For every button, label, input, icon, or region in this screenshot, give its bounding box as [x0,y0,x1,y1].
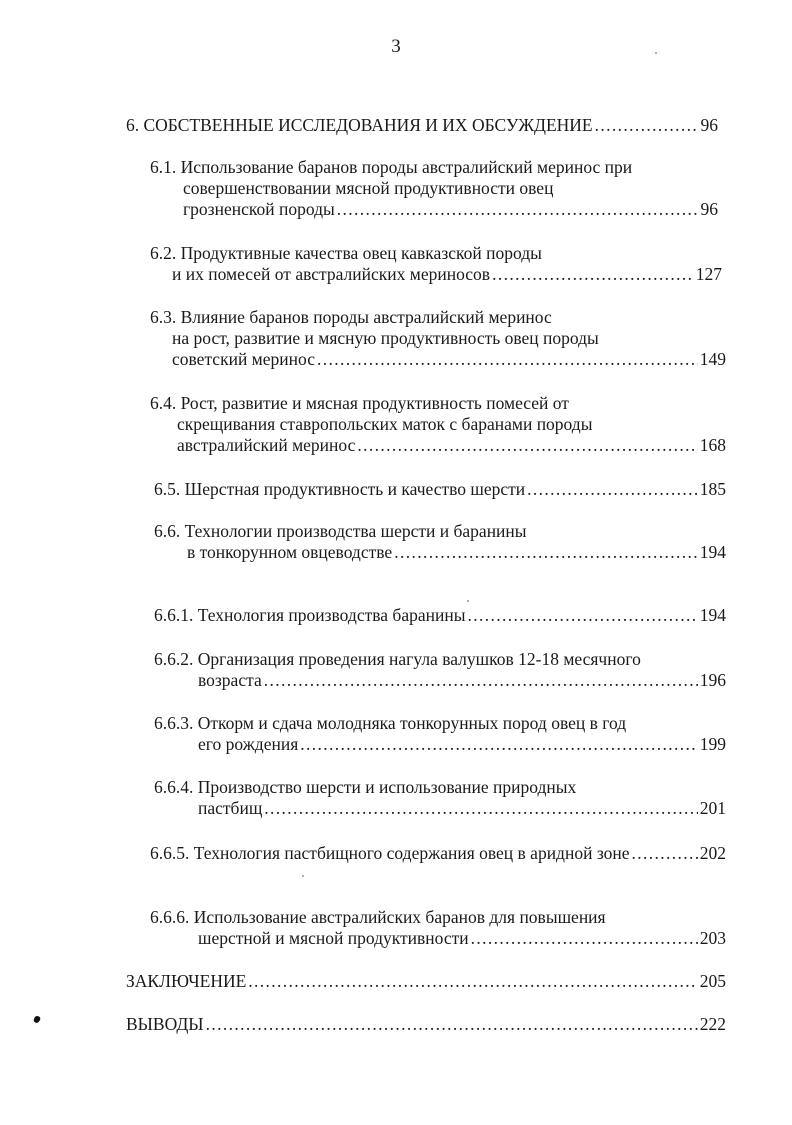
toc-line: 6.6.1. Технология производства баранины [154,605,466,625]
toc-entry-6-6-1[interactable] [154,605,726,626]
dot-leader [248,971,697,992]
dot-leader [300,734,698,755]
toc-entry-6-6-2[interactable] [154,649,726,691]
toc-entry-6-6-3[interactable] [154,713,726,755]
scan-dot [302,875,304,877]
toc-line: пастбищ [198,798,263,818]
dot-leader [492,264,694,285]
toc-title: ВЫВОДЫ [126,1014,204,1034]
toc-page: 194 [699,605,726,625]
toc-entry-6-4[interactable] [150,393,726,456]
toc-line: 6.6. Технологии производства шерсти и баранины [154,521,527,541]
scan-speck [33,1015,41,1024]
toc-line: в тонкорунном овцеводстве [187,542,393,562]
toc-entry-6-6-5[interactable] [150,843,726,864]
toc-line: возраста [198,670,262,690]
dot-leader [394,542,698,563]
dot-leader [632,843,698,864]
toc-page: 203 [699,928,726,948]
toc-entry-6-5[interactable] [154,479,726,500]
toc-line: 6.3. Влияние баранов породы австралийский меринос [150,307,552,327]
toc-page: 194 [699,542,726,562]
dot-leader [317,349,698,370]
toc-line: на рост, развитие и мясную продуктивность овец породы [172,328,599,348]
toc-page: 196 [699,670,726,690]
toc-line: грозненской породы [183,199,335,219]
toc-line: 6.6.2. Организация проведения нагула валушков 12-18 месячного [154,649,641,669]
toc-page: 168 [699,435,726,455]
toc-title: ЗАКЛЮЧЕНИЕ [126,971,247,991]
toc-title: 6. СОБСТВЕННЫЕ ИССЛЕДОВАНИЯ И ИХ ОБСУЖДЕНИЕ [126,115,593,135]
scan-dot [655,52,657,54]
toc-page: 199 [699,734,726,754]
toc-page: 201 [699,798,726,818]
dot-leader [527,479,698,500]
toc-page: 222 [699,1014,726,1034]
toc-line: 6.6.4. Производство шерсти и использование природных [154,777,577,797]
toc-entry-chapter6[interactable] [126,115,718,136]
toc-entry-6-6-4[interactable] [154,777,726,819]
toc-line: 6.2. Продуктивные качества овец кавказской породы [150,243,542,263]
toc-page: 185 [699,479,726,499]
toc-line: 6.1. Использование баранов породы австралийский меринос при [150,157,633,177]
toc-entry-6-3[interactable] [150,307,726,370]
toc-entry-6-6-6[interactable] [150,907,726,949]
toc-line: шерстной и мясной продуктивности [198,928,469,948]
toc-page: 96 [700,199,718,219]
toc-line: 6.6.6. Использование австралийских баранов для повышения [150,907,606,927]
page-number: 3 [391,36,401,57]
toc-page: 202 [699,843,726,863]
dot-leader [337,199,699,220]
scan-dot [467,600,469,602]
toc-page: 205 [699,971,726,991]
toc-line: 6.5. Шерстная продуктивность и качество шерсти [154,479,526,499]
toc-line: 6.6.5. Технология пастбищного содержания овец в аридной зоне [150,843,630,863]
toc-line: скрещивания ставропольских маток с баранами породы [177,414,593,434]
toc-entry-6-6[interactable] [154,521,726,563]
toc-page: 127 [695,264,722,284]
toc-entry-6-1[interactable] [150,157,718,220]
toc-line: его рождения [198,734,299,754]
toc-line: австралийский меринос [177,435,356,455]
toc-line: совершенствовании мясной продуктивности овец [183,178,554,198]
dot-leader [206,1014,698,1035]
toc-page: 149 [699,349,726,369]
toc-entry-findings[interactable] [126,1014,726,1035]
toc-page: 96 [700,115,718,135]
dot-leader [471,928,698,949]
toc-line: советский меринос [172,349,315,369]
toc-line: 6.6.3. Откорм и сдача молодняка тонкорунных пород овец в год [154,713,627,733]
dot-leader [264,798,697,819]
toc-line: и их помесей от австралийских мериносов [172,264,491,284]
toc-entry-conclusion[interactable] [126,971,726,992]
toc-entry-6-2[interactable] [150,243,722,285]
dot-leader [595,115,699,136]
dot-leader [467,605,697,626]
dot-leader [357,435,697,456]
dot-leader [264,670,698,691]
toc-line: 6.4. Рост, развитие и мясная продуктивность помесей от [150,393,569,413]
